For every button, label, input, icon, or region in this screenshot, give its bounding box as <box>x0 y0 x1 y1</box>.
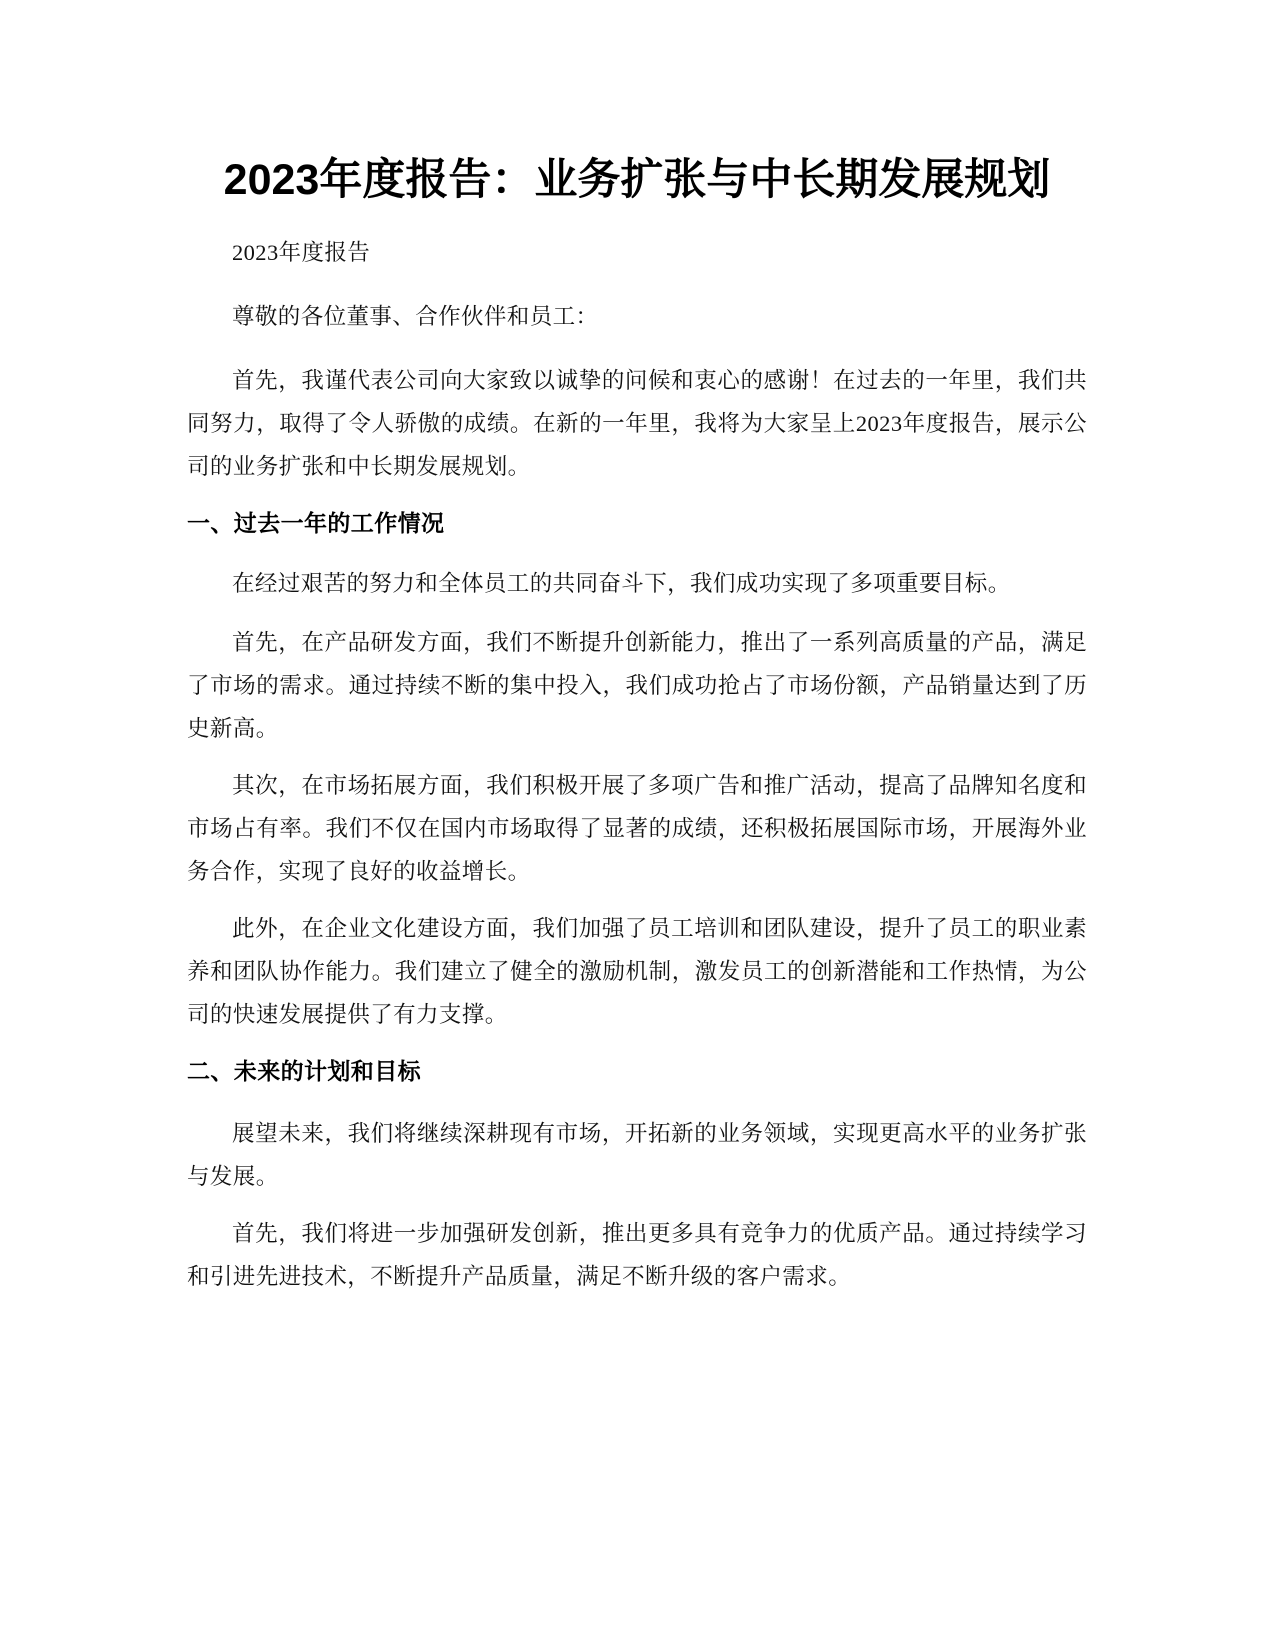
salutation: 尊敬的各位董事、合作伙伴和员工： <box>232 304 599 329</box>
document-title: 2023年度报告：业务扩张与中长期发展规划 <box>223 156 1051 204</box>
paragraph: 展望未来，我们将继续深耕现有市场，开拓新的业务领域，实现更高水平的业务扩张与发展。 <box>187 1121 1087 1189</box>
section-heading-future-plans: 二、未来的计划和目标 <box>187 1058 421 1084</box>
paragraph: 此外，在企业文化建设方面，我们加强了员工培训和团队建设，提升了员工的职业素养和团队协作能力。我们建立了健全的激励机制，激发员工的创新潜能和工作热情，为公司的快速发展提供了有力支撑。 <box>187 916 1087 1027</box>
paragraph: 在经过艰苦的努力和全体员工的共同奋斗下，我们成功实现了多项重要目标。 <box>232 571 1011 596</box>
paragraph: 其次，在市场拓展方面，我们积极开展了多项广告和推广活动，提高了品牌知名度和市场占有率。我们不仅在国内市场取得了显著的成绩，还积极拓展国际市场，开展海外业务合作，实现了良好的收益增长。 <box>187 773 1087 884</box>
paragraph: 首先，在产品研发方面，我们不断提升创新能力，推出了一系列高质量的产品，满足了市场的需求。通过持续不断的集中投入，我们成功抢占了市场份额，产品销量达到了历史新高。 <box>187 630 1087 741</box>
section-heading-past-year: 一、过去一年的工作情况 <box>187 510 445 536</box>
paragraph: 首先，我们将进一步加强研发创新，推出更多具有竞争力的优质产品。通过持续学习和引进先进技术，不断提升产品质量，满足不断升级的客户需求。 <box>187 1221 1087 1289</box>
intro-paragraph: 首先，我谨代表公司向大家致以诚挚的问候和衷心的感谢！在过去的一年里，我们共同努力，取得了令人骄傲的成绩。在新的一年里，我将为大家呈上2023年度报告，展示公司的业务扩张和中长期发展规划。 <box>187 368 1087 479</box>
report-subtitle: 2023年度报告 <box>232 240 371 265</box>
